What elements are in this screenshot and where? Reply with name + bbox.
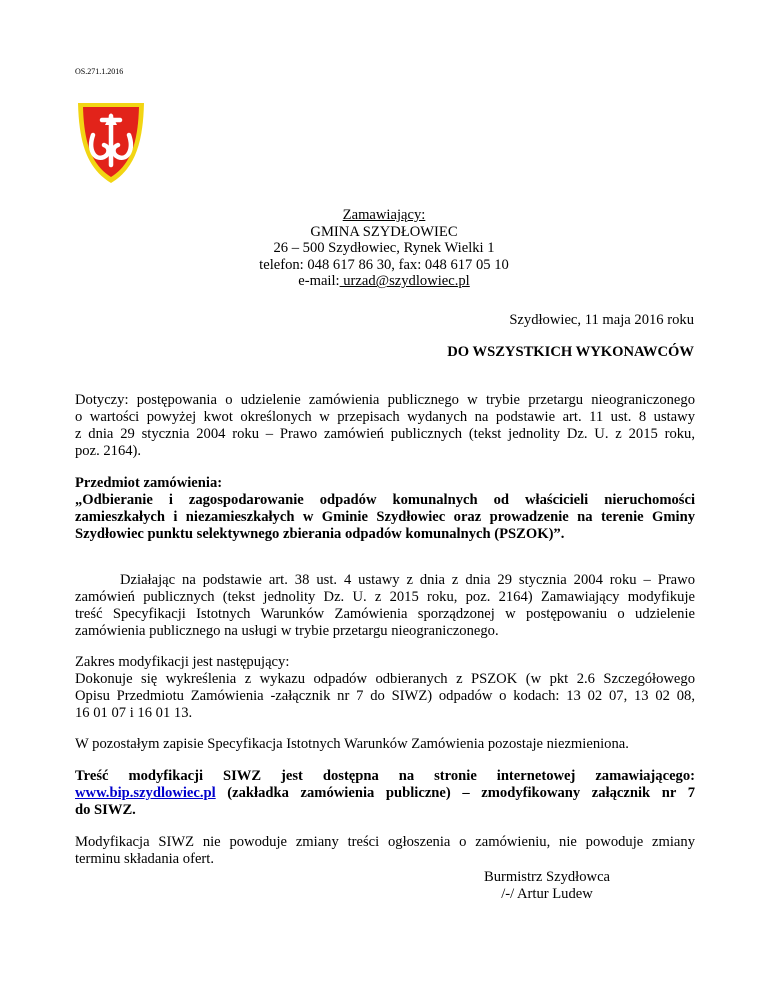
organization-name: GMINA SZYDŁOWIEC (310, 223, 458, 240)
contracting-authority-label: Zamawiający: (342, 207, 426, 223)
basis-line: zamówienia publicznego na usługi w trybie przetargu nieograniczonego. (75, 623, 499, 639)
organization-phone: telefon: 048 617 86 30, fax: 048 617 05 10 (259, 256, 509, 273)
note-line: Modyfikacja SIWZ nie powoduje zmiany treści ogłoszenia o zamówieniu, nie powoduje zmiany (75, 834, 695, 850)
basis-line: Działając na podstawie art. 38 ust. 4 ustawy z dnia z dnia 29 stycznia 2004 roku – Prawo (120, 572, 695, 588)
remainder-paragraph: W pozostałym zapisie Specyfikacja Istotnych Warunków Zamówienia pozostaje niezmieniona. (75, 736, 629, 752)
concerns-line: poz. 2164). (75, 443, 142, 459)
scope-line: Dokonuje się wykreślenia z wykazu odpadów odbieranych z PSZOK (w pkt 2.6 Szczegółowego (75, 671, 695, 687)
addressee: DO WSZYSTKICH WYKONAWCÓW (447, 344, 694, 360)
signature-block (472, 869, 622, 903)
subject-label: Przedmiot zamówienia: (75, 475, 223, 491)
organization-email-line (0, 273, 768, 290)
subject-line: Szydłowiec punktu selektywnego zbierania odpadów komunalnych (PSZOK)”. (75, 526, 565, 542)
szydlowiec-coat-of-arms-icon (64, 95, 158, 189)
signature-title: Burmistrz Szydłowca (483, 869, 611, 885)
availability-paragraph (75, 768, 695, 819)
availability-line: Treść modyfikacji SIWZ jest dostępna na stronie internetowej zamawiającego: (75, 768, 695, 784)
availability-line-rest: (zakładka zamówienia publiczne) – zmodyfikowany załącznik nr 7 (215, 785, 695, 801)
concerns-line: o wartości powyżej kwot określonych w przepisach wydanych na podstawie art. 11 ust. 8 ustawy (75, 409, 695, 425)
note-paragraph (75, 834, 695, 868)
concerns-line: Dotyczy: postępowania o udzielenie zamówienia publicznego w trybie przetargu nieograniczonego (75, 392, 695, 408)
date-line: Szydłowiec, 11 maja 2016 roku (509, 312, 694, 328)
email-link[interactable]: urzad@szydlowiec.pl (339, 273, 470, 290)
reference-number: OS.271.1.2016 (75, 67, 124, 76)
subject-line: „Odbieranie i zagospodarowanie odpadów komunalnych od właścicieli nieruchomości (75, 492, 695, 508)
organization-address: 26 – 500 Szydłowiec, Rynek Wielki 1 (273, 240, 495, 257)
scope-line: Opisu Przedmiotu Zamówienia -załącznik nr 7 do SIWZ) odpadów o kodach: 13 02 07, 13 02 08, (75, 688, 695, 704)
subject-line: zamieszkałych i niezamieszkałych w Gminie Szydłowiec oraz prowadzenie na terenie Gminy (75, 509, 695, 525)
availability-line (75, 785, 695, 802)
concerns-paragraph (75, 392, 695, 460)
concerns-line: z dnia 29 stycznia 2004 roku – Prawo zamówień publicznych (tekst jednolity Dz. U. z 2015 roku, (75, 426, 695, 442)
scope-heading: Zakres modyfikacji jest następujący: (75, 654, 290, 670)
contracting-authority-block (0, 207, 768, 290)
basis-line: treść Specyfikacji Istotnych Warunków Zamówienia sporządzonej w postępowaniu o udzielenie (75, 606, 695, 622)
availability-line: do SIWZ. (75, 802, 136, 818)
scope-line: 16 01 07 i 16 01 13. (75, 705, 193, 721)
modification-scope-paragraph (75, 654, 695, 722)
email-label: e-mail: (298, 273, 340, 290)
bip-website-link[interactable]: www.bip.szydlowiec.pl (75, 785, 216, 801)
note-line: terminu składania ofert. (75, 851, 214, 867)
basis-line: zamówień publicznych (tekst jednolity Dz. U. z 2015 roku, poz. 2164) Zamawiający modyfikuje (75, 589, 695, 605)
subject-paragraph (75, 475, 695, 543)
signature-name: /-/ Artur Ludew (501, 886, 593, 902)
legal-basis-paragraph (75, 572, 695, 640)
